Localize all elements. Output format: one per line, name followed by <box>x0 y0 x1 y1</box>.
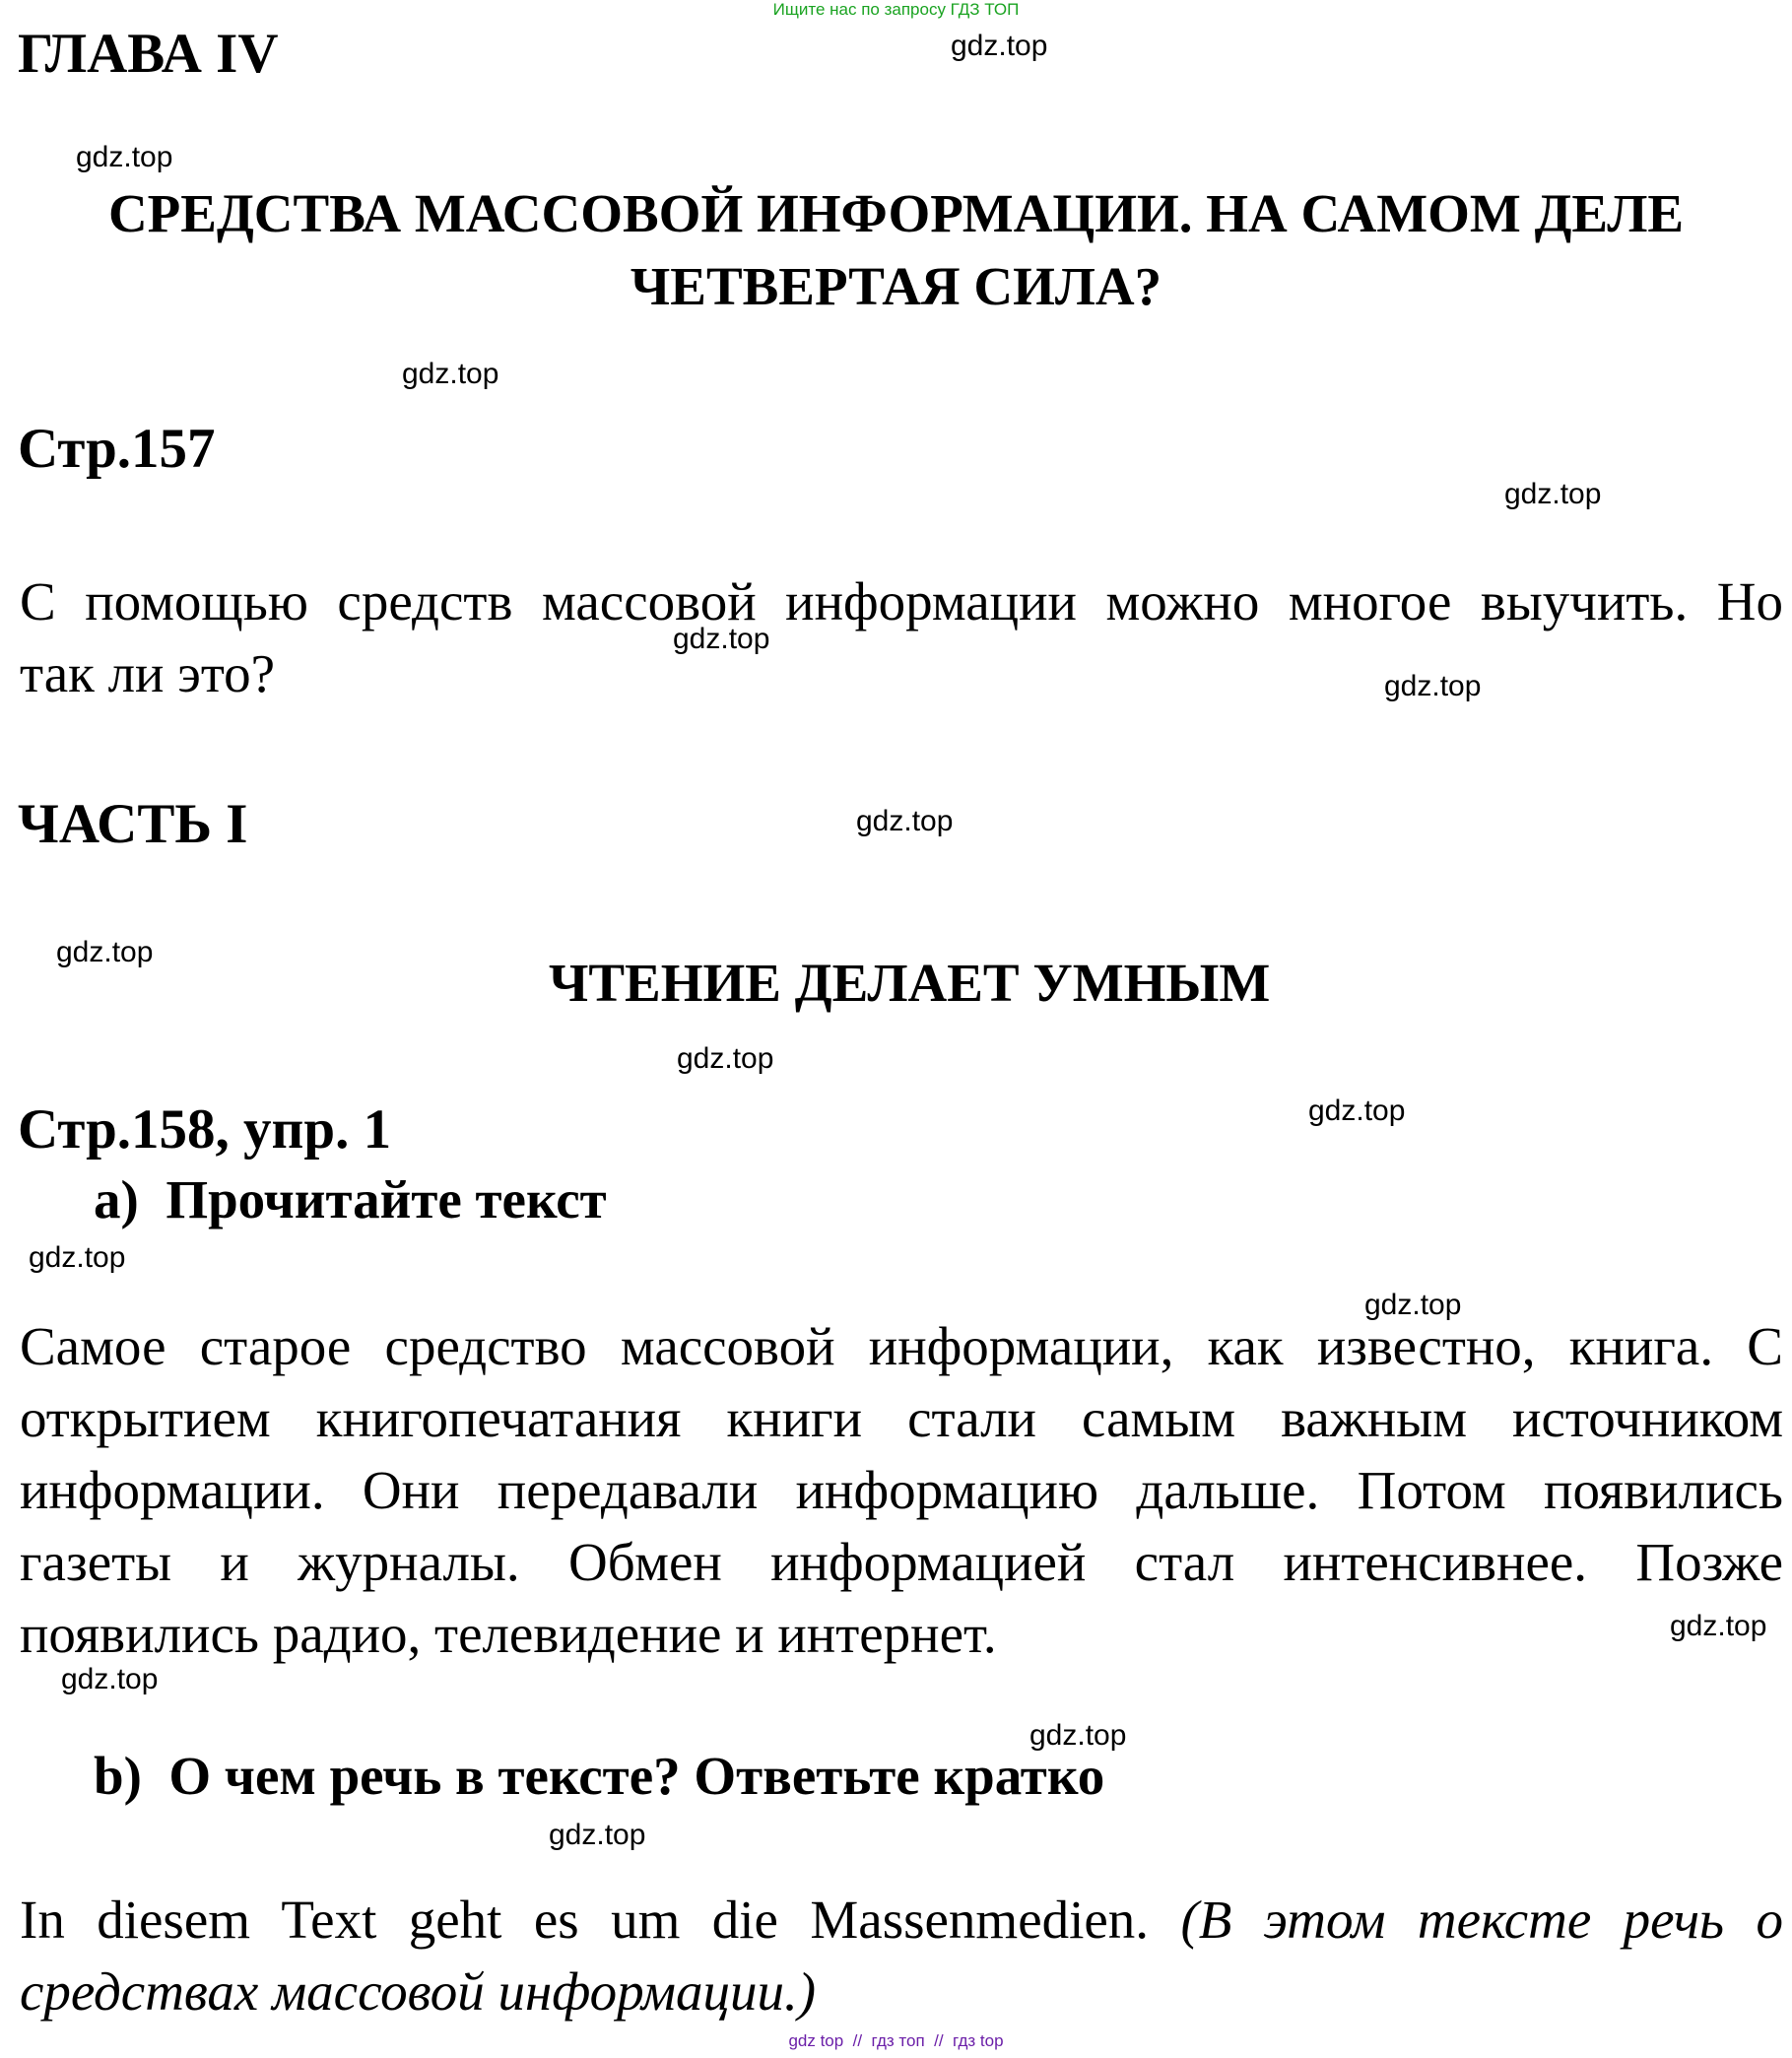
watermark: gdz.top <box>29 1241 126 1274</box>
answer-german: In diesem Text geht es um die Massenmedien. <box>20 1890 1150 1950</box>
watermark: gdz.top <box>951 30 1048 62</box>
task-b: b) О чем речь в тексте? Ответьте кратко <box>94 1746 1105 1806</box>
watermark: gdz.top <box>1308 1095 1406 1127</box>
chapter-title <box>20 177 1772 323</box>
watermark: gdz.top <box>549 1819 646 1851</box>
reading-line: газеты и журналы. Обмен информацией стал интенсивнее. Позже <box>20 1532 1783 1592</box>
page-157-label: Стр.157 <box>18 418 216 480</box>
exercise-label: Стр.158, упр. 1 <box>18 1098 392 1161</box>
answer-line-1 <box>20 1884 1783 1956</box>
reading-line: открытием книгопечатания книги стали самым важным источником <box>20 1388 1783 1448</box>
watermark: gdz.top <box>677 1042 774 1075</box>
part-heading: ЧАСТЬ I <box>18 793 248 855</box>
watermark: gdz.top <box>56 936 154 968</box>
watermark: gdz.top <box>1670 1610 1767 1642</box>
answer-russian-part-1: (В этом тексте речь о <box>1180 1890 1783 1950</box>
watermark: gdz.top <box>673 623 770 655</box>
watermark: gdz.top <box>1029 1719 1127 1752</box>
bottom-banner: gdz top // гдз топ // гдз top <box>788 2031 1004 2050</box>
chapter-title-line-1: СРЕДСТВА МАССОВОЙ ИНФОРМАЦИИ. НА САМОМ ДЕЛЕ <box>107 183 1685 243</box>
watermark: gdz.top <box>61 1663 159 1695</box>
watermark: gdz.top <box>76 141 173 173</box>
task-a: a) Прочитайте текст <box>94 1169 607 1229</box>
reading-line: информации. Они передавали информацию дальше. Потом появились <box>20 1460 1783 1520</box>
intro-line-2: так ли это? <box>20 643 276 703</box>
intro-line-1: С помощью средств массовой информации можно многое выучить. Но <box>20 571 1783 631</box>
chapter-heading: ГЛАВА IV <box>18 23 279 85</box>
watermark: gdz.top <box>1364 1289 1462 1321</box>
intro-paragraph <box>20 565 1783 709</box>
top-banner: Ищите нас по запросу ГДЗ ТОП <box>772 0 1020 19</box>
section-title: ЧТЕНИЕ ДЕЛАЕТ УМНЫМ <box>549 953 1271 1013</box>
reading-text <box>20 1310 1783 1670</box>
watermark: gdz.top <box>1384 670 1482 702</box>
answer-line-2: средствах массовой информации.) <box>20 1961 817 2022</box>
reading-line: Самое старое средство массовой информации, как известно, книга. С <box>20 1316 1783 1376</box>
answer-paragraph <box>20 1884 1783 2027</box>
watermark: gdz.top <box>402 358 499 390</box>
chapter-title-line-2: ЧЕТВЕРТАЯ СИЛА? <box>630 256 1162 316</box>
reading-line: появились радио, телевидение и интернет. <box>20 1604 997 1664</box>
watermark: gdz.top <box>856 805 954 837</box>
watermark: gdz.top <box>1504 478 1602 510</box>
